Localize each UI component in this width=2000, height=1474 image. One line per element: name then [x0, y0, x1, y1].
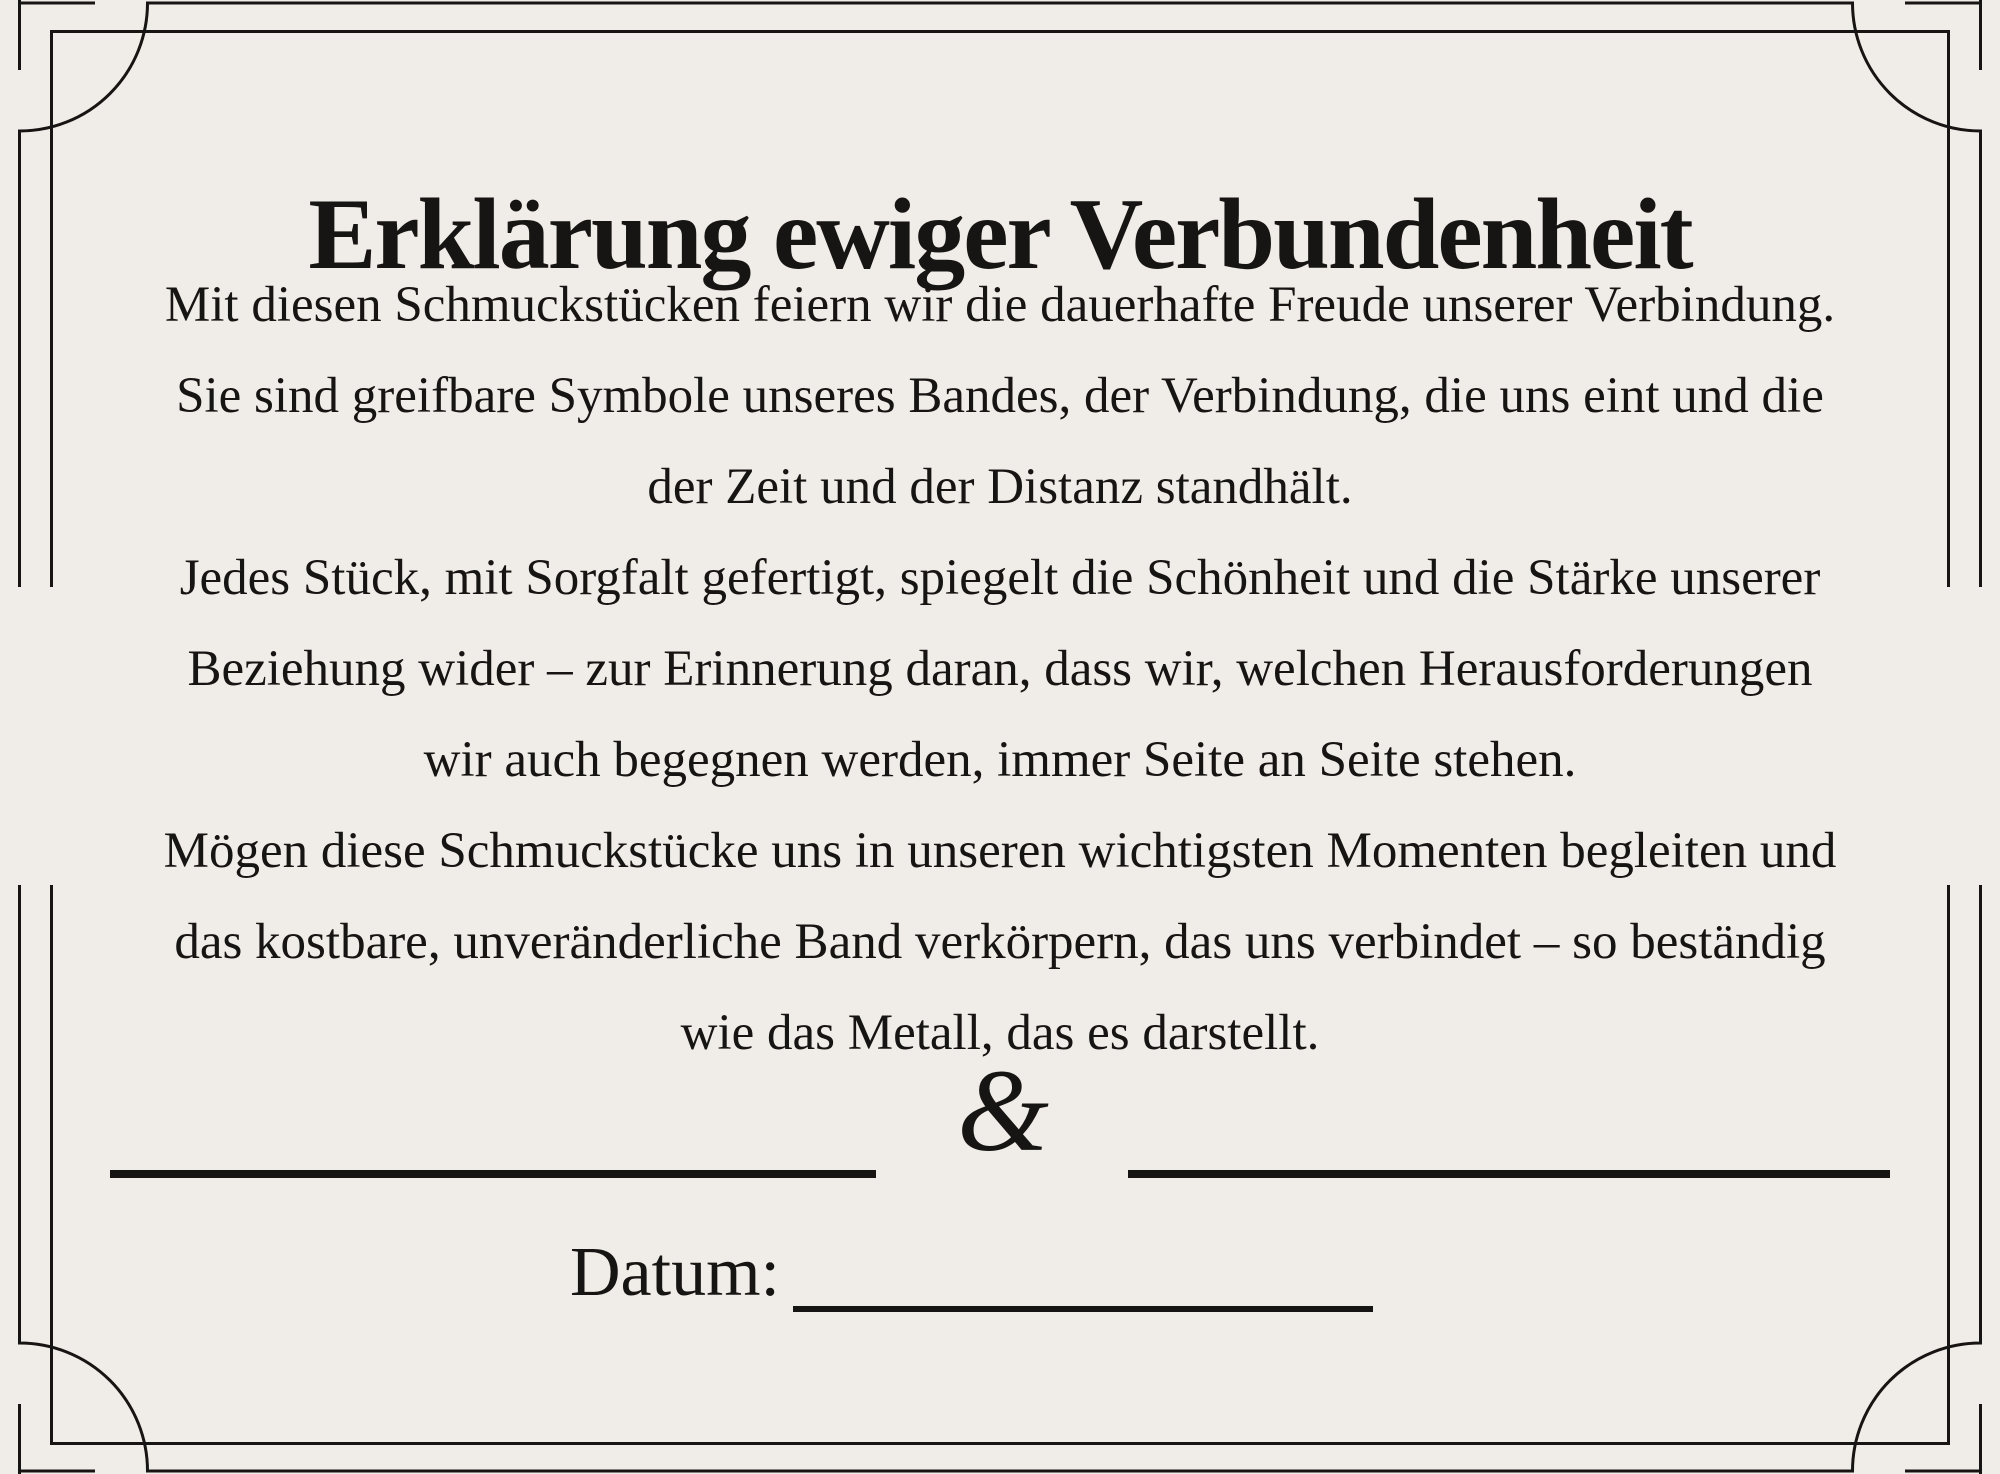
body-line: wir auch begegnen werden, immer Seite an Seite stehen. [423, 732, 1577, 788]
corner-stub-top-right [1905, 0, 1982, 70]
body-line: das kostbare, unveränderliche Band verkörpern, das uns verbindet – so beständig [174, 914, 1826, 970]
body-line: wie das Metall, das es darstellt. [680, 1005, 1320, 1061]
body-line: der Zeit und der Distanz standhält. [647, 459, 1353, 515]
certificate-title: Erklärung ewiger Verbundenheit [308, 178, 1692, 292]
ampersand-separator: & [957, 1045, 1049, 1176]
date-label: Datum: [570, 1234, 780, 1311]
certificate-body [0, 260, 2000, 1079]
body-line: Mögen diese Schmuckstücke uns in unseren wichtigsten Momenten begleiten und [163, 823, 1837, 879]
body-line: Jedes Stück, mit Sorgfalt gefertigt, spiegelt die Schönheit und die Stärke unserer [179, 550, 1821, 606]
partner2-signature-line [1128, 1170, 1890, 1178]
body-line: Beziehung wider – zur Erinnerung daran, dass wir, welchen Herausforderungen [187, 641, 1813, 697]
body-line: Sie sind greifbare Symbole unseres Bandes, der Verbindung, die uns eint und die [176, 368, 1824, 424]
body-line: Mit diesen Schmuckstücken feiern wir die dauerhafte Freude unserer Verbindung. [164, 277, 1836, 333]
corner-stub-bottom-right [1905, 1404, 1982, 1474]
corner-stub-top-left [18, 0, 95, 70]
corner-stub-bottom-left [18, 1404, 95, 1474]
partner1-signature-line [110, 1170, 876, 1178]
date-fill-line [793, 1306, 1373, 1312]
